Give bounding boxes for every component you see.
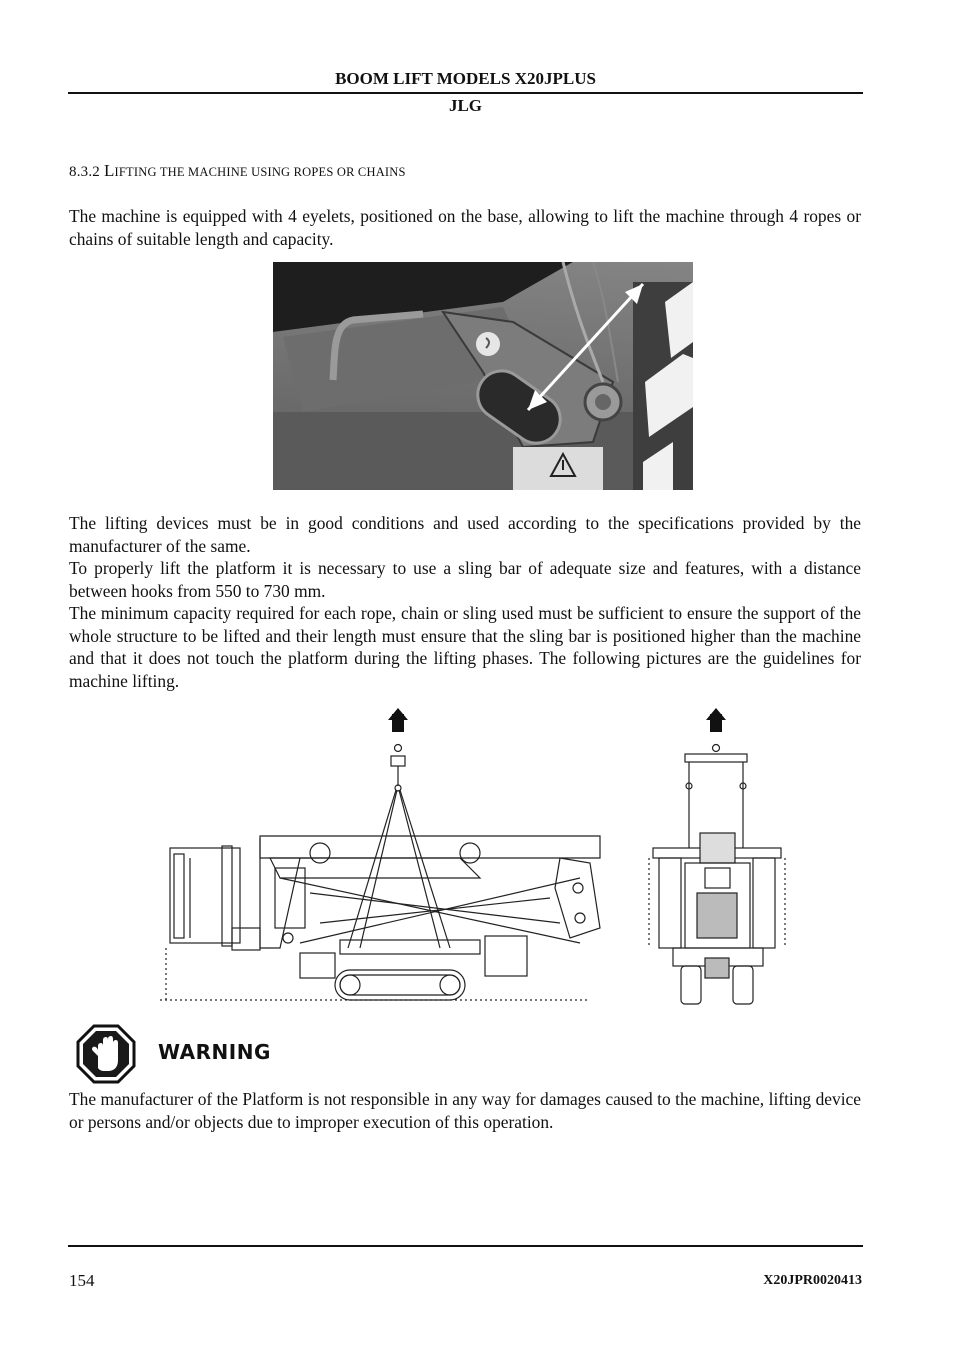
stop-hand-icon — [76, 1024, 136, 1084]
footer-rule — [68, 1245, 863, 1247]
header-title: BOOM LIFT MODELS X20JPLUS — [335, 69, 596, 88]
paragraph-capacity: The minimum capacity required for each rope, chain or sling used must be sufficient to ensure the support of the whole structure to be lifted and their length must ensure that the sling bar is positioned higher than the machine and that it does not touch the platform during the lifting phases. The following pictures are the guidelines for machine lifting. — [69, 603, 861, 691]
side-view-drawing — [160, 708, 620, 1008]
section-title-rest: IFTING THE MACHINE USING ROPES OR CHAINS — [114, 165, 406, 179]
header-rule — [68, 92, 863, 94]
warning-title: WARNING — [158, 1040, 271, 1064]
stop-hand-icon-drawing — [76, 1024, 136, 1084]
warning-text: The manufacturer of the Platform is not responsible in any way for damages caused to the machine, lifting device or persons and/or objects due to improper execution of this operation. — [69, 1089, 861, 1132]
warning-paragraph — [69, 1088, 861, 1133]
eyelet-photo — [273, 262, 693, 490]
document-id: X20JPR0020413 — [763, 1273, 862, 1288]
section-title-initial: L — [103, 161, 115, 180]
intro-text: The machine is equipped with 4 eyelets, positioned on the base, allowing to lift the machine through 4 ropes or chains of suitable length and capacity. — [69, 206, 861, 249]
body-paragraphs — [69, 512, 861, 692]
paragraph-lifting-devices: The lifting devices must be in good conditions and used according to the specifications provided by the manufacturer of the same. — [69, 513, 861, 556]
end-view-lifting-diagram — [645, 708, 790, 1008]
paragraph-sling-bar: To properly lift the platform it is necessary to use a sling bar of adequate size and features, with a distance between hooks from 550 to 730 mm. — [69, 558, 861, 601]
intro-paragraph — [69, 205, 861, 250]
page-number: 154 — [69, 1271, 95, 1290]
side-view-lifting-diagram — [160, 708, 620, 1008]
eyelet-photo-drawing — [273, 262, 693, 490]
end-view-drawing — [645, 708, 790, 1008]
section-heading — [69, 161, 406, 181]
header-subtitle: JLG — [448, 96, 483, 115]
section-number: 8.3.2 — [69, 164, 100, 180]
